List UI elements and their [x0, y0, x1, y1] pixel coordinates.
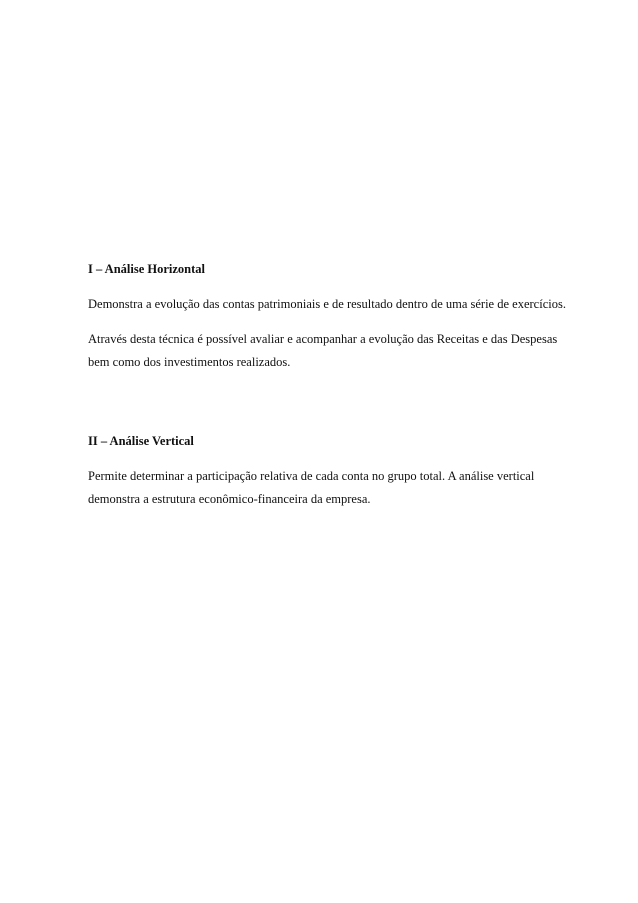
- section-spacer: [88, 386, 580, 430]
- section-horizontal-analysis: [88, 258, 580, 374]
- section-heading: I – Análise Horizontal: [88, 262, 206, 276]
- section-paragraph: Através desta técnica é possível avaliar e acompanhar a evolução das Receitas e das Despesas bem como dos investimentos realizados.: [88, 332, 558, 369]
- document-body: [88, 258, 580, 523]
- section-paragraph: Permite determinar a participação relativa de cada conta no grupo total. A análise vertical demonstra a estrutura econômico-financeira da empresa.: [88, 469, 535, 506]
- section-heading: II – Análise Vertical: [88, 434, 194, 448]
- section-vertical-analysis: [88, 430, 580, 511]
- section-paragraph: Demonstra a evolução das contas patrimoniais e de resultado dentro de uma série de exercícios.: [88, 297, 566, 311]
